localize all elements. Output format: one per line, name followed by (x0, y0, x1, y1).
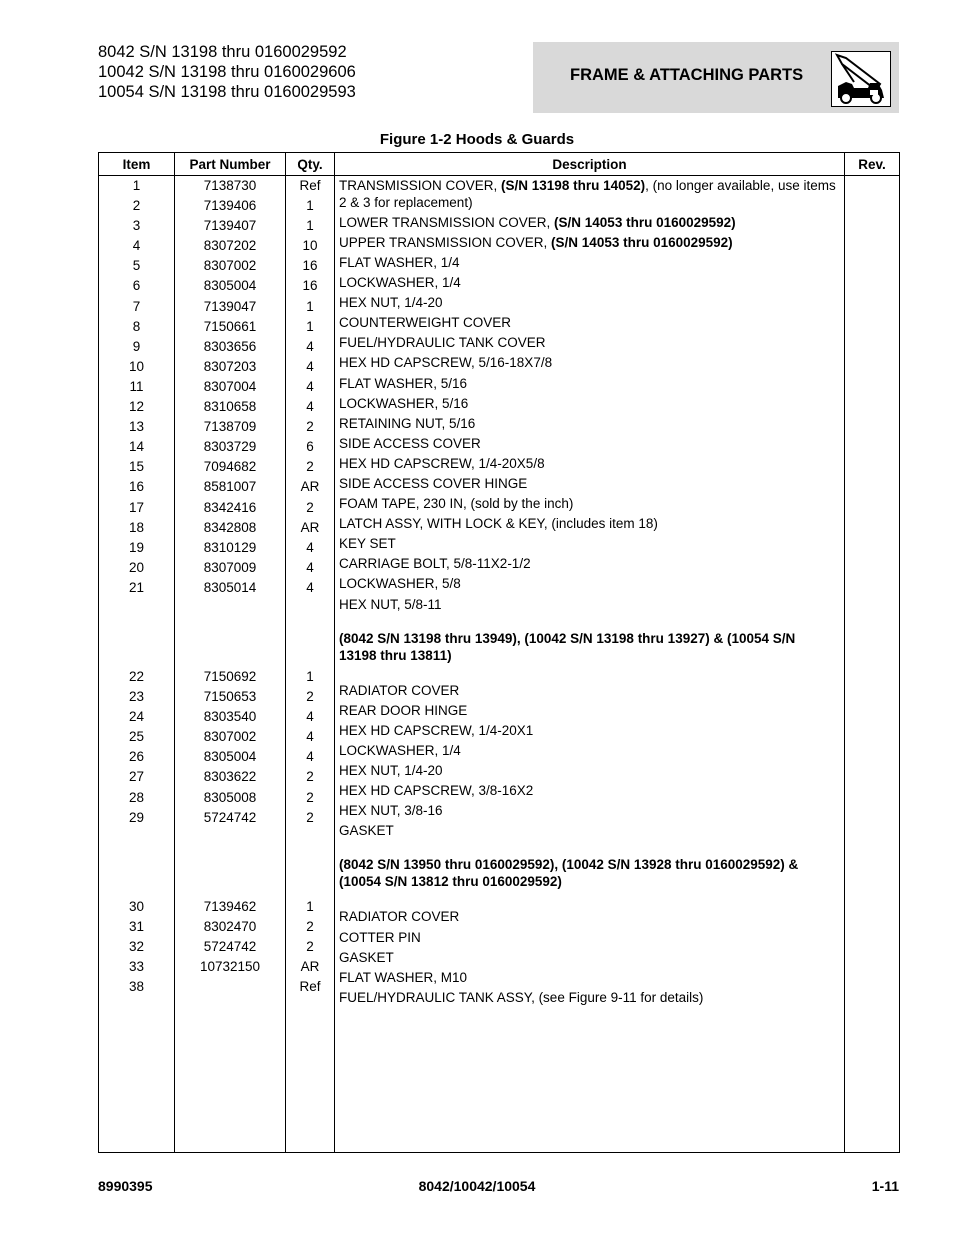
description-text: SIDE ACCESS COVER (339, 435, 481, 451)
serial-line: 10042 S/N 13198 thru 0160029606 (98, 63, 356, 81)
quantity: 1 (306, 218, 314, 234)
part-number: 7138730 (203, 178, 257, 193)
part-description (335, 741, 844, 761)
parts-table (98, 152, 900, 1153)
description-text: LOCKWASHER, 5/8 (339, 576, 461, 592)
part-description (335, 293, 844, 313)
quantity: 4 (306, 358, 314, 374)
quantity: 4 (306, 378, 314, 394)
quantity: 2 (306, 419, 314, 435)
serial-range-note: (8042 S/N 13950 thru 0160029592), (10042 S/N 13928 thru 0160029592) & (10054 S/N 13812 thru 0160029592) (339, 857, 799, 890)
part-description (335, 333, 844, 353)
description-text: HEX HD CAPSCREW, 3/8-16X2 (339, 783, 534, 799)
description-text: HEX HD CAPSCREW, 5/16-18X7/8 (339, 355, 553, 371)
item-number: 10 (128, 358, 145, 374)
quantity: 4 (306, 559, 314, 575)
part-number: 8310658 (203, 399, 257, 415)
part-number: 7150653 (203, 689, 257, 705)
quantity: AR (300, 519, 320, 535)
document-number: 8990395 (98, 1178, 153, 1194)
part-number: 10732150 (199, 959, 261, 974)
part-description (335, 907, 844, 927)
quantity: 2 (306, 809, 314, 825)
description-text: HEX NUT, 1/4-20 (339, 295, 443, 311)
part-number: 8307202 (203, 238, 257, 254)
item-number: 32 (128, 938, 145, 954)
item-number: 2 (132, 198, 141, 214)
item-number: 4 (132, 238, 141, 254)
quantity: 4 (306, 579, 314, 595)
quantity: Ref (299, 178, 321, 193)
part-number: 7139462 (203, 898, 257, 914)
part-description (335, 313, 844, 333)
part-description (335, 595, 844, 615)
part-number: 8307009 (203, 559, 257, 575)
description-text: HEX HD CAPSCREW, 1/4-20X5/8 (339, 455, 545, 471)
quantity: 1 (306, 198, 314, 214)
column-header-description: Description (335, 153, 845, 176)
quantity: 2 (306, 938, 314, 954)
part-description (335, 821, 844, 841)
part-number: 7150692 (203, 668, 257, 684)
table-header-row (99, 153, 900, 176)
part-number: 8307203 (203, 358, 257, 374)
item-number: 28 (128, 789, 145, 805)
description-text: FUEL/HYDRAULIC TANK COVER (339, 335, 546, 351)
quantity: 4 (306, 729, 314, 745)
item-number: 22 (128, 668, 145, 684)
quantity: 2 (306, 918, 314, 934)
serial-line: 10054 S/N 13198 thru 0160029593 (98, 83, 356, 101)
quantity: AR (300, 479, 320, 495)
item-number: 1 (132, 178, 141, 193)
page-number: 1-11 (871, 1178, 899, 1194)
item-number: 5 (132, 258, 141, 274)
part-number: 7139406 (203, 198, 257, 214)
part-number: 5724742 (203, 809, 257, 825)
serial-line: 8042 S/N 13198 thru 0160029592 (98, 43, 347, 61)
part-number-column (175, 176, 286, 1153)
section-header (533, 42, 899, 113)
serial-range-text: (S/N 14053 thru 0160029592) (554, 214, 736, 230)
quantity: 2 (306, 459, 314, 475)
item-number: 23 (128, 689, 145, 705)
part-description (335, 988, 844, 1008)
column-header-rev: Rev. (845, 153, 900, 176)
qty-column (286, 176, 335, 1153)
part-number: 8307002 (203, 729, 257, 745)
quantity: 2 (306, 769, 314, 785)
note-spacer (286, 828, 334, 897)
item-number: 33 (128, 959, 145, 974)
item-number: 17 (128, 499, 145, 515)
part-number: 5724742 (203, 938, 257, 954)
part-description (335, 414, 844, 434)
serial-range-text: (S/N 13198 thru 14052) (501, 178, 646, 193)
part-number: 8305008 (203, 789, 257, 805)
quantity: 6 (306, 439, 314, 455)
item-number: 13 (128, 419, 145, 435)
quantity: 2 (306, 689, 314, 705)
part-description (335, 233, 844, 253)
part-description (335, 176, 844, 213)
part-number: 8303656 (203, 338, 257, 354)
description-column (335, 176, 845, 1153)
description-text: COTTER PIN (339, 929, 421, 945)
description-text: FLAT WASHER, 5/16 (339, 375, 468, 391)
item-number: 9 (132, 338, 141, 354)
section-title: FRAME & ATTACHING PARTS (570, 66, 804, 84)
note-spacer (175, 828, 285, 897)
description-text: RETAINING NUT, 5/16 (339, 415, 476, 431)
description-text: HEX NUT, 5/8-11 (339, 596, 442, 612)
part-description (335, 273, 844, 293)
item-number: 24 (128, 709, 145, 725)
item-number: 14 (128, 439, 145, 455)
description-text: RADIATOR COVER (339, 909, 460, 925)
item-number: 26 (128, 749, 145, 765)
rev-column (845, 176, 900, 1153)
description-text: COUNTERWEIGHT COVER (339, 315, 512, 331)
part-description (335, 474, 844, 494)
part-number: 8307002 (203, 258, 257, 274)
part-number: 8302470 (203, 918, 257, 934)
item-number: 25 (128, 729, 145, 745)
part-number: 8342416 (203, 499, 257, 515)
description-text: UPPER TRANSMISSION COVER, (339, 234, 552, 250)
description-text: LOWER TRANSMISSION COVER, (339, 214, 555, 230)
part-number: 8307004 (203, 378, 257, 394)
description-text: FLAT WASHER, M10 (339, 969, 468, 985)
note-spacer (175, 598, 285, 667)
part-number: 8305014 (203, 579, 257, 595)
description-text: SIDE ACCESS COVER HINGE (339, 476, 528, 492)
item-number: 7 (132, 298, 141, 314)
item-number: 8 (132, 318, 141, 334)
item-number: 29 (128, 809, 145, 825)
description-text: HEX HD CAPSCREW, 1/4-20X1 (339, 722, 534, 738)
note-spacer (99, 598, 174, 667)
part-description (335, 454, 844, 474)
item-number: 27 (128, 769, 145, 785)
part-number: 7139407 (203, 218, 257, 234)
description-text: GASKET (339, 823, 394, 839)
description-text: FLAT WASHER, 1/4 (339, 254, 460, 270)
column-header-part-number: Part Number (175, 153, 286, 176)
item-column (99, 176, 175, 1153)
part-number: 8581007 (203, 479, 257, 495)
quantity: 10 (302, 238, 318, 254)
telehandler-icon (831, 51, 891, 107)
part-description (335, 721, 844, 741)
note-spacer (99, 828, 174, 897)
part-number: 7139047 (203, 298, 257, 314)
part-description (335, 781, 844, 801)
item-number: 18 (128, 519, 145, 535)
description-text: KEY SET (339, 536, 396, 552)
description-text: , (no longer available, use items 2 & 3 for replacement) (339, 178, 836, 210)
quantity: 4 (306, 399, 314, 415)
quantity: 16 (302, 258, 318, 274)
quantity: 1 (306, 298, 314, 314)
item-number: 11 (129, 378, 144, 394)
quantity: 4 (306, 749, 314, 765)
description-text: LOCKWASHER, 1/4 (339, 742, 461, 758)
part-description (335, 948, 844, 968)
part-number: 7138709 (203, 419, 257, 435)
quantity: 1 (306, 318, 314, 334)
part-description (335, 213, 844, 233)
part-number: 8305004 (203, 278, 257, 294)
description-text: LOCKWASHER, 1/4 (339, 275, 461, 291)
item-number: 20 (128, 559, 145, 575)
item-number: 30 (128, 898, 145, 914)
part-description (335, 574, 844, 594)
part-number: 8310129 (203, 539, 257, 555)
item-number: 19 (128, 539, 145, 555)
figure-title: Figure 1-2 Hoods & Guards (379, 131, 575, 148)
part-description (335, 253, 844, 273)
description-text: HEX NUT, 3/8-16 (339, 803, 443, 819)
description-text: GASKET (339, 949, 394, 965)
part-description (335, 374, 844, 394)
serial-range-text: (S/N 14053 thru 0160029592) (551, 234, 733, 250)
part-number: 7094682 (203, 459, 257, 475)
serial-range-note: (8042 S/N 13198 thru 13949), (10042 S/N 13198 thru 13927) & (10054 S/N 13198 thru 13811) (339, 630, 796, 663)
description-text: HEX NUT, 1/4-20 (339, 763, 443, 779)
description-text: REAR DOOR HINGE (339, 702, 468, 718)
quantity: 2 (306, 789, 314, 805)
quantity: Ref (299, 979, 321, 995)
quantity: 4 (306, 709, 314, 725)
description-text: TRANSMISSION COVER, (339, 178, 502, 193)
column-header-qty: Qty. (286, 153, 335, 176)
column-header-item: Item (99, 153, 175, 176)
part-number: 8303622 (203, 769, 257, 785)
part-description (335, 394, 844, 414)
item-number: 21 (128, 579, 145, 595)
quantity: 4 (306, 338, 314, 354)
quantity: 1 (306, 668, 314, 684)
part-description (335, 514, 844, 534)
part-description (335, 681, 844, 701)
table-body-row (99, 176, 900, 1153)
description-text: RADIATOR COVER (339, 682, 460, 698)
part-description (335, 534, 844, 554)
item-number: 15 (128, 459, 145, 475)
serial-number-block (98, 42, 356, 102)
part-number: 7150661 (203, 318, 257, 334)
note-spacer (286, 598, 334, 667)
quantity: 16 (302, 278, 318, 294)
quantity: 2 (306, 499, 314, 515)
part-description (335, 701, 844, 721)
part-number: 8342808 (203, 519, 257, 535)
description-text: CARRIAGE BOLT, 5/8-11X2-1/2 (339, 556, 531, 572)
part-description (335, 761, 844, 781)
item-number: 3 (132, 218, 141, 234)
quantity: AR (300, 959, 320, 974)
part-description (335, 801, 844, 821)
part-description (335, 353, 844, 373)
part-description (335, 554, 844, 574)
quantity: 1 (306, 898, 314, 914)
part-number: 8303540 (203, 709, 257, 725)
item-number: 31 (128, 918, 145, 934)
description-text: FUEL/HYDRAULIC TANK ASSY, (see Figure 9-11 for details) (339, 989, 704, 1005)
item-number: 6 (132, 278, 141, 294)
item-number: 16 (128, 479, 145, 495)
item-number: 38 (128, 979, 145, 995)
part-description (335, 968, 844, 988)
part-number: 8303729 (203, 439, 257, 455)
quantity: 4 (306, 539, 314, 555)
description-text: FOAM TAPE, 230 IN, (sold by the inch) (339, 496, 574, 512)
description-text: LATCH ASSY, WITH LOCK & KEY, (includes item 18) (339, 516, 658, 532)
part-number: 8305004 (203, 749, 257, 765)
model-numbers: 8042/10042/10054 (418, 1178, 536, 1194)
part-description (335, 494, 844, 514)
item-number: 12 (128, 399, 145, 415)
part-number (175, 977, 285, 980)
part-description (335, 434, 844, 454)
description-text: LOCKWASHER, 5/16 (339, 395, 469, 411)
part-description (335, 928, 844, 948)
